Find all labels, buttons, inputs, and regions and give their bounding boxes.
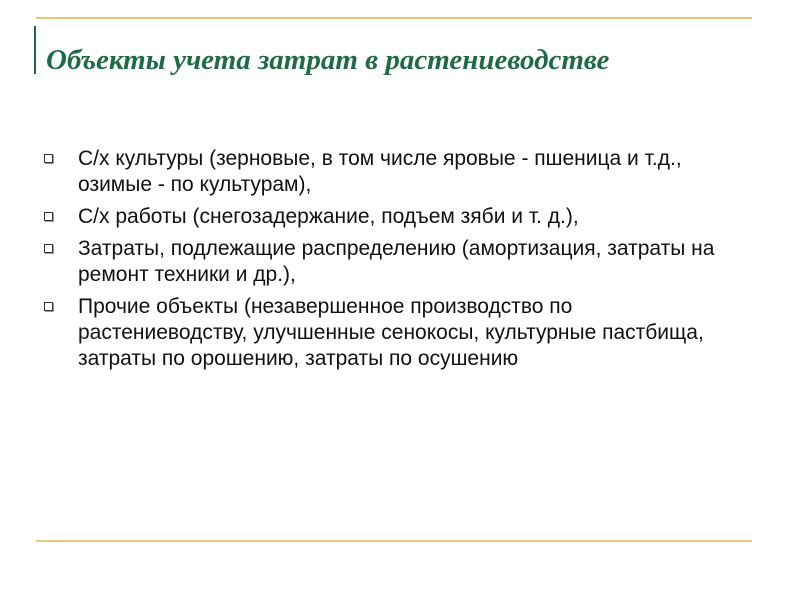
bottom-divider <box>36 540 752 542</box>
bullet-item-other-objects <box>44 294 744 372</box>
bullet-text: Прочие объекты (незавершенное производство по растениеводству, улучшенные сенокосы, культурные пастбища, затраты по орошению, затраты по осушению <box>78 295 704 370</box>
title-accent-bar <box>34 26 36 74</box>
bullet-item-crops <box>44 146 744 198</box>
square-bullet-icon <box>44 302 53 311</box>
square-bullet-icon <box>44 154 53 163</box>
top-divider <box>36 17 752 19</box>
slide-title: Объекты учета затрат в растениеводстве <box>46 44 610 76</box>
bullet-text: С/х культуры (зерновые, в том числе яровые - пшеница и т.д., озимые - по культурам), <box>78 147 682 196</box>
square-bullet-icon <box>44 244 53 253</box>
square-bullet-icon <box>44 212 53 221</box>
bullet-item-works <box>44 204 744 230</box>
bullet-text: С/х работы (снегозадержание, подъем зяби и т. д.), <box>78 205 579 228</box>
bullet-list <box>44 146 744 378</box>
bullet-text: Затраты, подлежащие распределению (амортизация, затраты на ремонт техники и др.), <box>78 237 715 286</box>
bullet-item-distributed-costs <box>44 236 744 288</box>
